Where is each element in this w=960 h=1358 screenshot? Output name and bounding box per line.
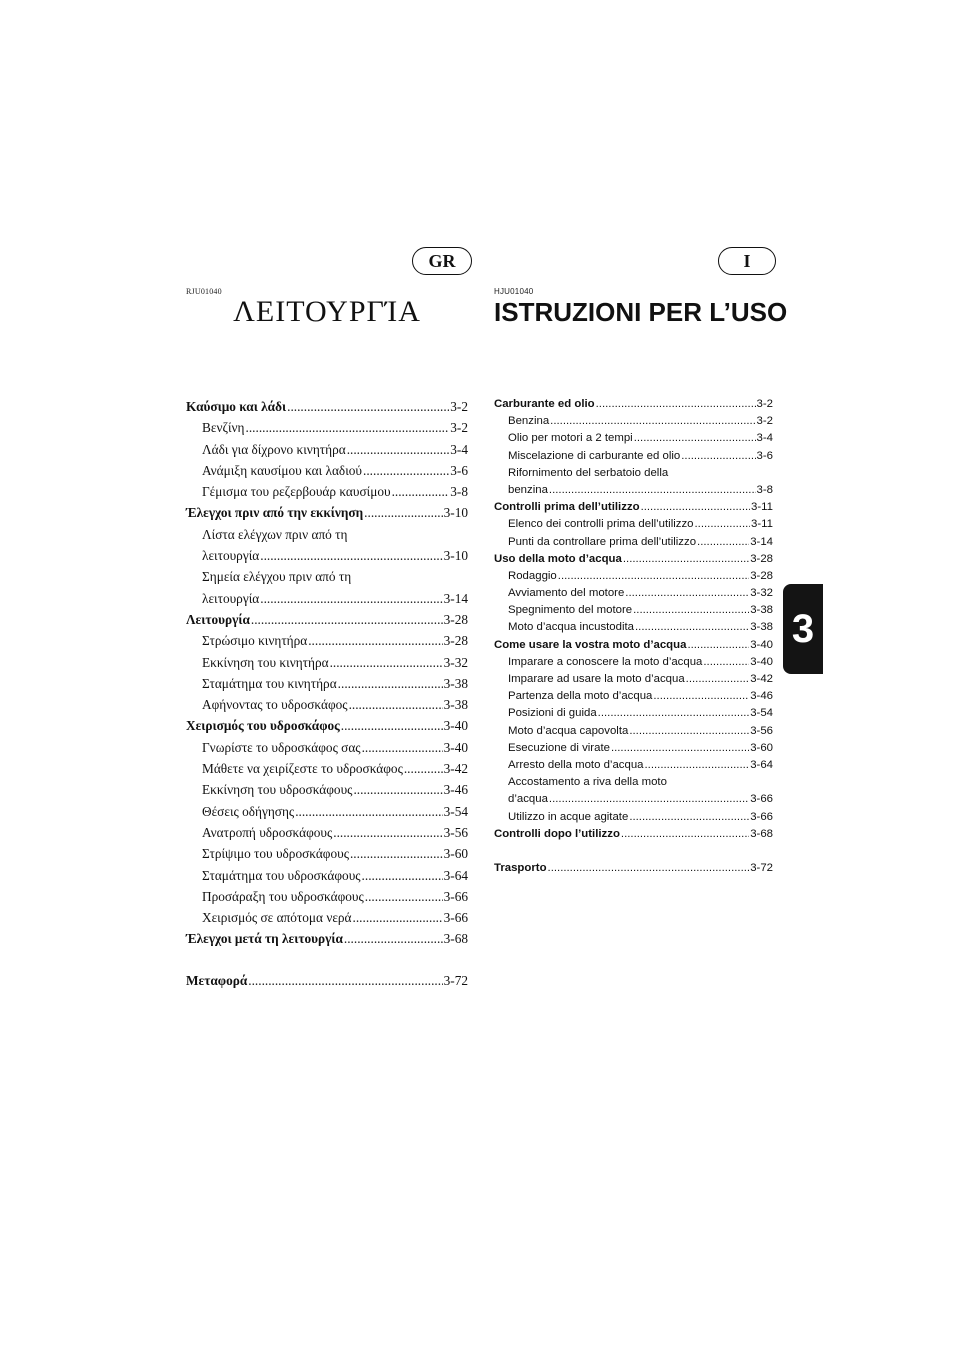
toc-entry-title: Σταμάτημα του κινητήρα bbox=[202, 675, 337, 691]
toc-leader-dots bbox=[248, 970, 442, 991]
toc-entry[interactable] bbox=[186, 588, 468, 609]
toc-leader-dots bbox=[550, 413, 755, 430]
language-badge-i: I bbox=[718, 247, 776, 275]
toc-leader-dots bbox=[634, 430, 756, 447]
toc-entry-page: 3-66 bbox=[750, 810, 773, 823]
toc-entry-title: Στρώσιμο κινητήρα bbox=[202, 633, 308, 649]
toc-entry-title: benzina bbox=[508, 483, 548, 496]
toc-entry-title: Χειρισμός του υδροσκάφος bbox=[186, 718, 340, 734]
toc-entry-title: Controlli dopo l’utilizzo bbox=[494, 827, 620, 840]
toc-entry-title: Arresto della moto d’acqua bbox=[508, 758, 644, 771]
toc-entry-title: Ανάμιξη καυσίμου και λαδιού bbox=[202, 462, 363, 478]
toc-leader-dots bbox=[341, 715, 443, 736]
toc-leader-dots bbox=[558, 568, 749, 585]
toc-entry-page: 3-28 bbox=[443, 633, 468, 649]
toc-leader-dots bbox=[246, 417, 450, 438]
toc-entry-title: Elenco dei controlli prima dell’utilizzo bbox=[508, 518, 694, 531]
toc-entry[interactable] bbox=[186, 801, 468, 822]
toc-entry[interactable] bbox=[494, 688, 773, 705]
toc-entry[interactable] bbox=[494, 482, 773, 499]
toc-entry-title: Rodaggio bbox=[508, 569, 557, 582]
toc-entry-page: 3-72 bbox=[750, 861, 773, 874]
toc-entry-page: 3-8 bbox=[450, 484, 468, 500]
toc-entry[interactable] bbox=[494, 568, 773, 585]
toc-entry[interactable] bbox=[186, 439, 468, 460]
toc-leader-dots bbox=[308, 630, 442, 651]
toc-entry[interactable] bbox=[186, 630, 468, 651]
toc-entry-page: 3-2 bbox=[756, 415, 773, 428]
chapter-tab: 3 bbox=[783, 584, 823, 674]
toc-entry-title: Λάδι για δίχρονο κινητήρα bbox=[202, 441, 346, 457]
toc-entry-page: 3-56 bbox=[750, 724, 773, 737]
toc-leader-dots bbox=[260, 588, 442, 609]
toc-entry-title: Miscelazione di carburante ed olio bbox=[508, 449, 681, 462]
toc-entry-title: Esecuzione di virate bbox=[508, 741, 610, 754]
toc-entry[interactable] bbox=[186, 396, 468, 417]
toc-entry[interactable] bbox=[494, 499, 773, 516]
toc-entry-title: Λειτουργία bbox=[186, 611, 250, 627]
toc-entry-page: 3-46 bbox=[750, 690, 773, 703]
toc-entry[interactable] bbox=[494, 671, 773, 688]
toc-leader-dots bbox=[365, 886, 443, 907]
toc-entry[interactable] bbox=[494, 516, 773, 533]
chapter-title-gr: ΛΕΙΤΟΥΡΓΊΑ bbox=[233, 295, 421, 328]
toc-leader-dots bbox=[362, 865, 443, 886]
toc-entry[interactable] bbox=[186, 758, 468, 779]
toc-entry-title: Carburante ed olio bbox=[494, 398, 595, 410]
toc-entry-page: 3-6 bbox=[756, 449, 773, 462]
toc-entry[interactable] bbox=[186, 907, 468, 928]
toc-entry[interactable] bbox=[494, 396, 773, 413]
toc-leader-dots bbox=[349, 694, 443, 715]
toc-entry-title: Ανατροπή υδροσκάφους bbox=[202, 824, 333, 840]
toc-entry-title: Έλεγχοι μετά τη λειτουργία bbox=[186, 931, 343, 947]
toc-entry-page: 3-40 bbox=[750, 655, 773, 668]
toc-entry[interactable] bbox=[494, 723, 773, 740]
toc-entry-title: Εκκίνηση του υδροσκάφους bbox=[202, 782, 353, 798]
toc-leader-dots bbox=[653, 688, 749, 705]
table-of-contents-gr bbox=[186, 396, 468, 991]
toc-entry-page: 3-28 bbox=[750, 569, 773, 582]
toc-entry-page: 3-40 bbox=[443, 739, 468, 755]
toc-entry-title: Imparare ad usare la moto d’acqua bbox=[508, 673, 685, 685]
toc-entry-title: λειτουργία bbox=[202, 548, 260, 564]
toc-entry-title: Λίστα ελέγχων πριν από τη bbox=[202, 526, 348, 542]
toc-entry-title: Καύσιμο και λάδι bbox=[186, 399, 287, 414]
toc-entry-page: 3-68 bbox=[750, 827, 773, 840]
toc-entry[interactable] bbox=[186, 928, 468, 949]
toc-entry[interactable] bbox=[186, 460, 468, 481]
toc-entry-page: 3-14 bbox=[750, 535, 773, 548]
toc-entry-title: Uso della moto d’acqua bbox=[494, 552, 622, 565]
toc-leader-dots bbox=[287, 396, 449, 417]
toc-entry[interactable] bbox=[186, 545, 468, 566]
toc-leader-dots bbox=[681, 448, 755, 465]
toc-leader-dots bbox=[330, 652, 443, 673]
toc-entry-title: Σταμάτημα του υδροσκάφους bbox=[202, 867, 361, 883]
toc-leader-dots bbox=[364, 502, 442, 523]
toc-leader-dots bbox=[548, 860, 750, 877]
toc-entry-page: 3-72 bbox=[443, 972, 468, 988]
toc-entry-page: 3-38 bbox=[750, 621, 773, 634]
toc-entry[interactable] bbox=[494, 705, 773, 722]
toc-leader-dots bbox=[353, 779, 442, 800]
toc-leader-dots bbox=[549, 482, 756, 499]
toc-entry[interactable] bbox=[494, 654, 773, 671]
toc-entry-page: 3-38 bbox=[750, 604, 773, 617]
toc-entry[interactable] bbox=[186, 652, 468, 673]
toc-entry-page: 3-42 bbox=[750, 673, 773, 685]
toc-entry-page: 3-56 bbox=[443, 824, 468, 840]
table-of-contents-i bbox=[494, 396, 773, 877]
toc-entry-title: Avviamento del motore bbox=[508, 587, 625, 600]
toc-entry[interactable] bbox=[186, 502, 468, 523]
toc-entry[interactable] bbox=[186, 481, 468, 502]
toc-leader-dots bbox=[363, 460, 449, 481]
toc-entry[interactable] bbox=[186, 524, 468, 545]
toc-entry[interactable] bbox=[186, 886, 468, 907]
toc-entry[interactable] bbox=[186, 694, 468, 715]
toc-entry-page: 3-60 bbox=[443, 846, 468, 862]
toc-leader-dots bbox=[598, 705, 750, 722]
toc-entry-title: Benzina bbox=[508, 415, 550, 428]
toc-entry-title: Προσάραξη του υδροσκάφους bbox=[202, 888, 364, 904]
section-code-gr: RJU01040 bbox=[186, 287, 222, 296]
toc-entry-title: Punti da controllare prima dell’utilizzo bbox=[508, 535, 697, 548]
toc-entry-page: 3-2 bbox=[756, 398, 773, 410]
toc-leader-dots bbox=[686, 671, 750, 688]
toc-entry-title: Controlli prima dell’utilizzo bbox=[494, 501, 640, 514]
toc-leader-dots bbox=[295, 801, 442, 822]
toc-entry[interactable] bbox=[186, 673, 468, 694]
toc-leader-dots bbox=[697, 534, 749, 551]
toc-entry-page: 3-38 bbox=[443, 697, 468, 713]
toc-entry-page: 3-42 bbox=[443, 761, 468, 777]
toc-entry[interactable] bbox=[494, 791, 773, 808]
toc-leader-dots bbox=[641, 499, 750, 516]
toc-entry[interactable] bbox=[494, 413, 773, 430]
toc-entry[interactable] bbox=[494, 757, 773, 774]
toc-entry-page: 3-68 bbox=[443, 931, 468, 947]
toc-entry-page: 3-32 bbox=[443, 654, 468, 670]
toc-entry-page: 3-2 bbox=[450, 420, 468, 436]
toc-entry-page: 3-10 bbox=[443, 548, 468, 564]
toc-entry-page: 3-8 bbox=[756, 483, 773, 496]
toc-entry-title: Μεταφορά bbox=[186, 972, 248, 988]
toc-entry[interactable] bbox=[186, 417, 468, 438]
toc-entry-title: Στρίψιμο του υδροσκάφους bbox=[202, 846, 349, 862]
toc-leader-dots bbox=[260, 545, 442, 566]
toc-entry-title: Χειρισμός σε απότομα νερά bbox=[202, 910, 352, 926]
toc-entry[interactable] bbox=[494, 774, 773, 791]
toc-leader-dots bbox=[625, 585, 749, 602]
toc-entry-page: 3-66 bbox=[750, 793, 773, 806]
toc-entry-title: Posizioni di guida bbox=[508, 707, 597, 720]
toc-entry[interactable] bbox=[186, 609, 468, 630]
toc-leader-dots bbox=[703, 654, 749, 671]
toc-entry-page: 3-40 bbox=[750, 638, 773, 651]
toc-entry-page: 3-60 bbox=[750, 741, 773, 754]
toc-entry[interactable] bbox=[494, 602, 773, 619]
toc-leader-dots bbox=[633, 602, 749, 619]
toc-entry[interactable] bbox=[186, 843, 468, 864]
toc-entry-page: 3-11 bbox=[751, 501, 773, 514]
toc-entry[interactable] bbox=[494, 619, 773, 636]
toc-entry[interactable] bbox=[494, 860, 773, 877]
toc-entry-page: 3-28 bbox=[443, 611, 468, 627]
toc-entry[interactable] bbox=[186, 970, 468, 991]
toc-entry-title: Spegnimento del motore bbox=[508, 604, 633, 617]
toc-leader-dots bbox=[687, 637, 749, 654]
toc-entry-page: 3-66 bbox=[443, 910, 468, 926]
toc-entry-title: Μάθετε να χειρίζεστε το υδροσκάφος bbox=[202, 761, 403, 777]
toc-leader-dots bbox=[392, 481, 450, 502]
toc-entry-title: Βενζίνη bbox=[202, 420, 245, 436]
toc-leader-dots bbox=[695, 516, 751, 533]
toc-leader-dots bbox=[596, 396, 756, 413]
toc-entry[interactable] bbox=[186, 779, 468, 800]
toc-entry[interactable] bbox=[494, 809, 773, 826]
toc-leader-dots bbox=[645, 757, 750, 774]
toc-entry-title: Moto d’acqua capovolta bbox=[508, 724, 629, 737]
toc-entry-title: d’acqua bbox=[508, 793, 548, 806]
toc-entry-title: Σημεία ελέγχου πριν από τη bbox=[202, 569, 352, 585]
toc-entry-page: 3-66 bbox=[443, 888, 468, 904]
toc-entry-page: 3-10 bbox=[443, 505, 468, 521]
toc-entry-title: Moto d’acqua incustodita bbox=[508, 621, 635, 634]
toc-entry-title: Γνωρίστε το υδροσκάφος σας bbox=[202, 739, 361, 755]
toc-leader-dots bbox=[338, 673, 443, 694]
toc-leader-dots bbox=[611, 740, 749, 757]
toc-entry-page: 3-46 bbox=[443, 782, 468, 798]
toc-leader-dots bbox=[635, 619, 749, 636]
toc-entry-title: Θέσεις οδήγησης bbox=[202, 803, 295, 819]
toc-entry-title: Imparare a conoscere la moto d’acqua bbox=[508, 655, 703, 668]
toc-leader-dots bbox=[629, 809, 749, 826]
toc-entry[interactable] bbox=[186, 737, 468, 758]
language-badge-gr: GR bbox=[412, 247, 472, 275]
toc-entry-title: λειτουργία bbox=[202, 590, 260, 606]
toc-entry-page: 3-11 bbox=[751, 518, 773, 531]
toc-leader-dots bbox=[623, 551, 749, 568]
toc-entry-title: Έλεγχοι πριν από την εκκίνηση bbox=[186, 505, 364, 521]
toc-leader-dots bbox=[333, 822, 442, 843]
toc-entry-title: Αφήνοντας το υδροσκάφος bbox=[202, 697, 348, 713]
toc-entry-page: 3-4 bbox=[450, 441, 468, 457]
toc-leader-dots bbox=[347, 439, 450, 460]
toc-entry[interactable] bbox=[494, 826, 773, 843]
toc-entry-page: 3-32 bbox=[750, 587, 773, 600]
toc-entry[interactable] bbox=[186, 566, 468, 587]
toc-leader-dots bbox=[549, 791, 749, 808]
toc-leader-dots bbox=[353, 907, 443, 928]
toc-entry-page: 3-28 bbox=[750, 552, 773, 565]
toc-entry[interactable] bbox=[494, 585, 773, 602]
toc-entry[interactable] bbox=[494, 551, 773, 568]
toc-entry-page: 3-64 bbox=[443, 867, 468, 883]
toc-entry[interactable] bbox=[494, 637, 773, 654]
toc-entry-title: Εκκίνηση του κινητήρα bbox=[202, 654, 329, 670]
toc-leader-dots bbox=[251, 609, 443, 630]
toc-entry-title: Come usare la vostra moto d’acqua bbox=[494, 638, 687, 651]
toc-leader-dots bbox=[362, 737, 443, 758]
toc-entry-title: Partenza della moto d’acqua bbox=[508, 690, 653, 703]
toc-entry-title: Trasporto bbox=[494, 861, 547, 874]
toc-entry-page: 3-14 bbox=[443, 590, 468, 606]
toc-entry[interactable] bbox=[494, 534, 773, 551]
toc-entry-page: 3-2 bbox=[450, 399, 468, 414]
toc-leader-dots bbox=[344, 928, 443, 949]
toc-entry-title: Γέμισμα του ρεζερβουάρ καυσίμου bbox=[202, 484, 391, 500]
toc-entry-page: 3-64 bbox=[750, 758, 773, 771]
toc-entry[interactable] bbox=[494, 465, 773, 482]
chapter-title-i: ISTRUZIONI PER L’USO bbox=[494, 297, 788, 327]
toc-entry[interactable] bbox=[186, 715, 468, 736]
toc-leader-dots bbox=[350, 843, 443, 864]
toc-entry-title: Olio per motori a 2 tempi bbox=[508, 432, 633, 445]
toc-entry[interactable] bbox=[186, 865, 468, 886]
toc-entry[interactable] bbox=[494, 430, 773, 447]
toc-entry[interactable] bbox=[494, 740, 773, 757]
toc-entry-page: 3-38 bbox=[443, 675, 468, 691]
toc-entry-page: 3-40 bbox=[443, 718, 468, 734]
section-code-i: HJU01040 bbox=[494, 287, 534, 296]
toc-leader-dots bbox=[404, 758, 443, 779]
toc-entry[interactable] bbox=[186, 822, 468, 843]
toc-entry-title: Accostamento a riva della moto bbox=[508, 776, 667, 789]
toc-leader-dots bbox=[629, 723, 749, 740]
toc-entry-page: 3-6 bbox=[450, 462, 468, 478]
toc-entry-title: Rifornimento del serbatoio della bbox=[508, 466, 669, 479]
toc-leader-dots bbox=[621, 826, 749, 843]
toc-entry-title: Utilizzo in acque agitate bbox=[508, 810, 629, 823]
toc-entry[interactable] bbox=[494, 448, 773, 465]
toc-entry-page: 3-4 bbox=[756, 432, 773, 445]
toc-entry-page: 3-54 bbox=[443, 803, 468, 819]
toc-entry-page: 3-54 bbox=[750, 707, 773, 720]
